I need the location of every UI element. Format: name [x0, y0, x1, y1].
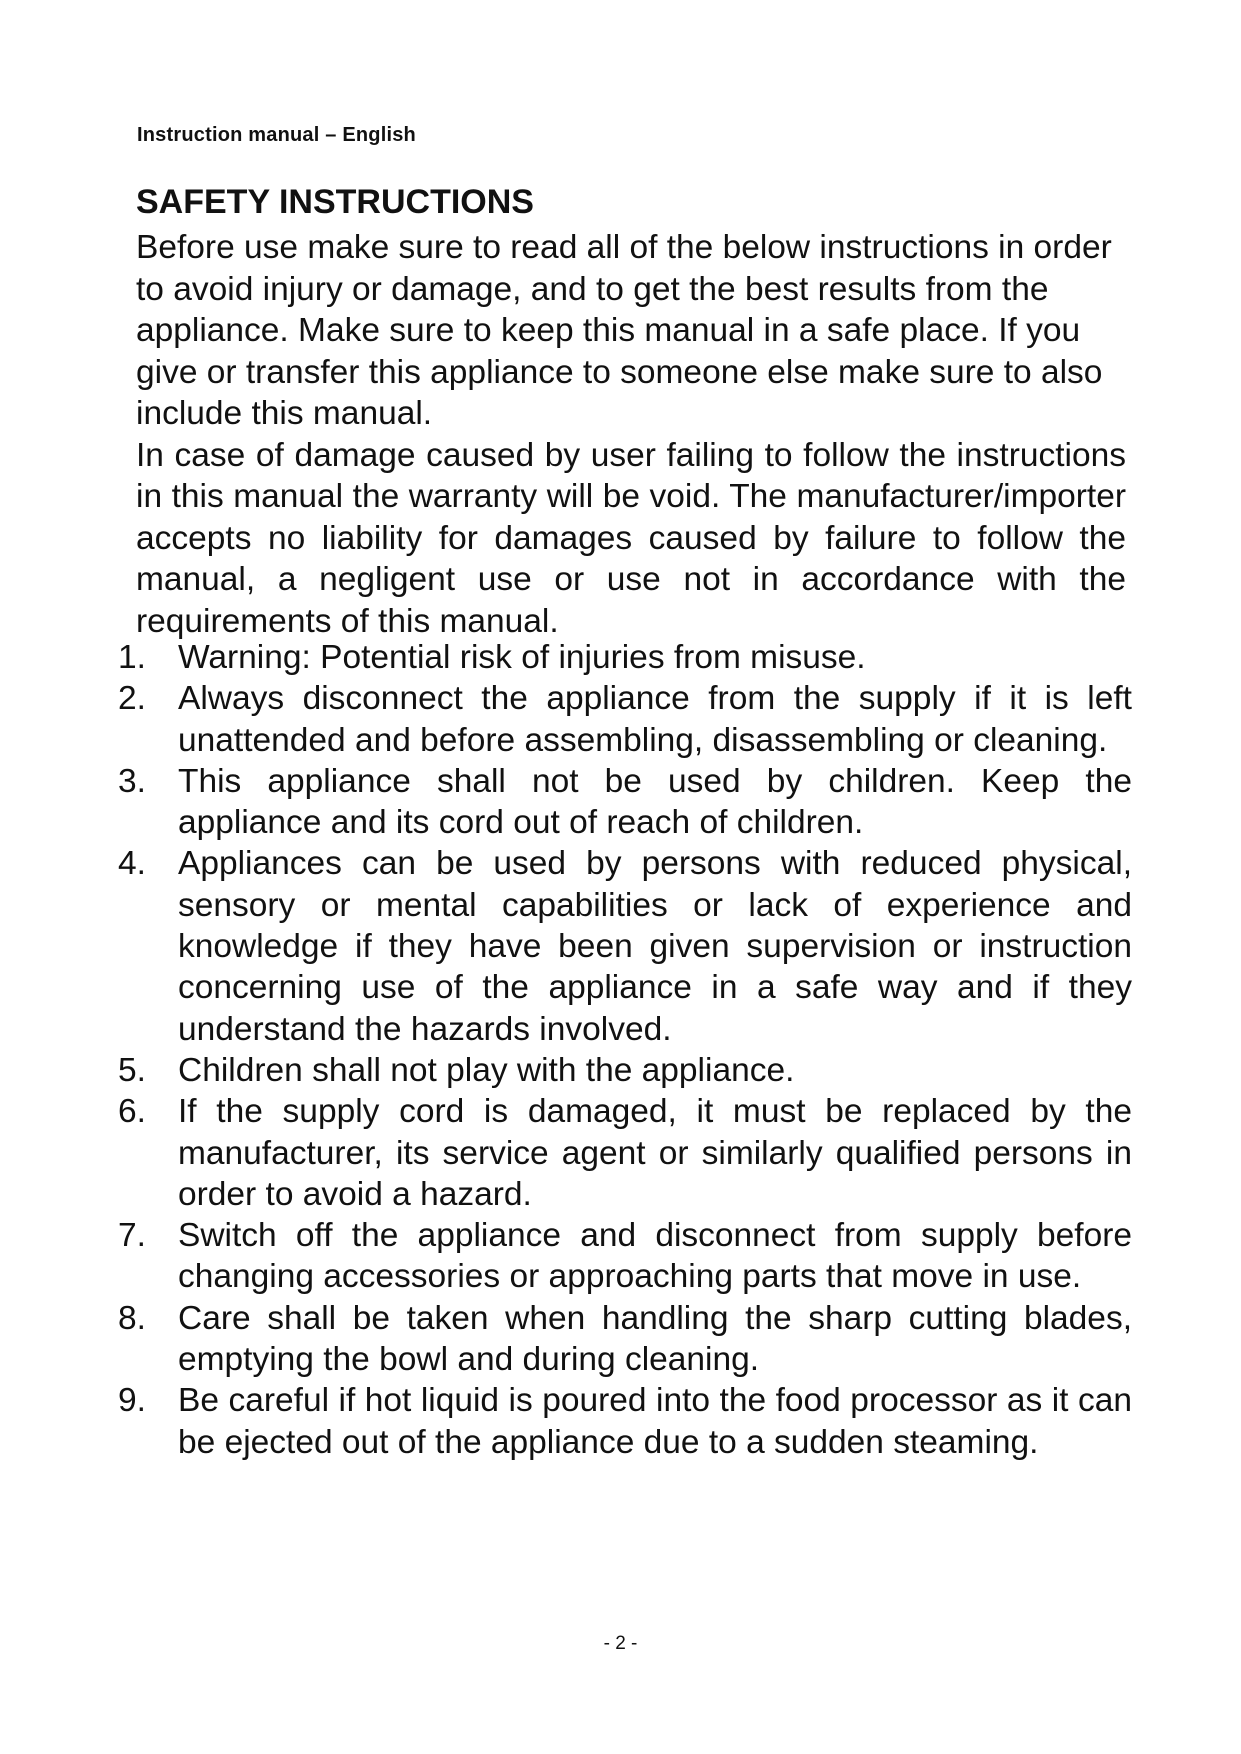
list-item	[118, 761, 1132, 844]
intro-paragraph-2: In case of damage caused by user failing to follow the instructions in this manual the warranty will be void. The manufacturer/importer accepts no liability for damages caused by failure to follow the manual, a negligent use or use not in accordance with the requirements of this manual.	[136, 436, 1126, 640]
section-title: SAFETY INSTRUCTIONS	[136, 183, 534, 221]
list-item-number: 4.	[118, 845, 146, 883]
document-header: Instruction manual – English	[137, 124, 416, 146]
list-item-number: 9.	[118, 1382, 146, 1420]
list-item-text: Care shall be taken when handling the sharp cutting blades, emptying the bowl and during cleaning.	[178, 1299, 1132, 1379]
list-item	[118, 1380, 1132, 1463]
list-item	[118, 1050, 1132, 1091]
list-item-number: 8.	[118, 1299, 146, 1337]
list-item-text: Children shall not play with the appliance.	[178, 1051, 795, 1089]
safety-instruction-list	[118, 637, 1132, 1463]
list-item	[118, 678, 1132, 761]
list-item-text: Be careful if hot liquid is poured into the food processor as it can be ejected out of the appliance due to a sudden steaming.	[178, 1382, 1132, 1461]
list-item-number: 7.	[118, 1217, 146, 1255]
intro-text	[136, 227, 1126, 642]
list-item-text: If the supply cord is damaged, it must be replaced by the manufacturer, its service agent or similarly qualified persons in order to avoid a hazard.	[178, 1093, 1132, 1213]
list-item-text: This appliance shall not be used by children. Keep the appliance and its cord out of reach of children.	[178, 762, 1132, 842]
list-item	[118, 637, 1132, 678]
page-number: - 2 -	[603, 1633, 638, 1654]
list-item-text: Warning: Potential risk of injuries from misuse.	[178, 639, 866, 676]
list-item-text: Switch off the appliance and disconnect from supply before changing accessories or approaching parts that move in use.	[178, 1217, 1132, 1296]
list-item-number: 2.	[118, 680, 146, 718]
list-item	[118, 843, 1132, 1049]
list-item	[118, 1298, 1132, 1381]
list-item-number: 5.	[118, 1051, 146, 1089]
list-item-number: 1.	[118, 639, 146, 676]
intro-paragraph-1: Before use make sure to read all of the below instructions in order to avoid injury or damage, and to get the best results from the appliance. Make sure to keep this manual in a safe place. If you give or transfer this appliance to someone else make sure to also include this manual.	[136, 229, 1112, 432]
list-item-text: Always disconnect the appliance from the supply if it is left unattended and before assembling, disassembling or cleaning.	[178, 680, 1132, 759]
list-item-number: 6.	[118, 1093, 146, 1131]
list-item-text: Appliances can be used by persons with reduced physical, sensory or mental capabilities or lack of experience and knowledge if they have been given supervision or instruction concerning use of the appliance in a safe way and if they understand the hazards involved.	[178, 845, 1132, 1048]
list-item-number: 3.	[118, 762, 146, 800]
list-item	[118, 1215, 1132, 1298]
list-item	[118, 1091, 1132, 1215]
